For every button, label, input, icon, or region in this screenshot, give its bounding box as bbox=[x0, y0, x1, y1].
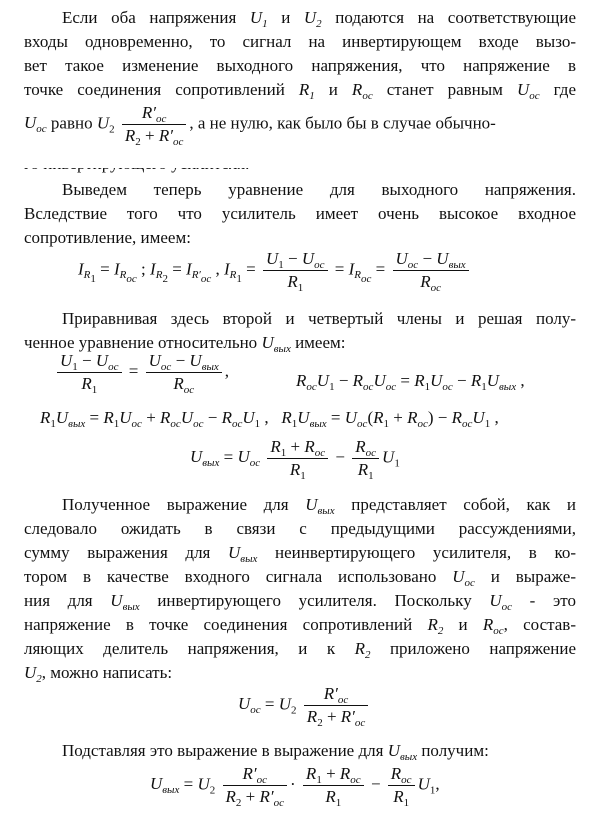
text-line: напряжение в точке соединения сопротивлений $R_2$ и $R_{ос}$, состав- bbox=[24, 615, 576, 637]
equation-2b: $R_{oc}U_1 - R_{oc}U_{oc} = R_1U_{oc} - R_1U_{вых}$ , bbox=[296, 371, 525, 393]
text-line: следовало ожидать в связи с предыдущими рассуждениями, bbox=[24, 519, 576, 538]
text-line: ченное уравнение относительно $U_{вых}$ имеем: bbox=[24, 333, 346, 355]
text-line: Вследствие того что усилитель имеет очень высокое входное bbox=[24, 204, 576, 223]
scan-cut bbox=[24, 160, 576, 168]
text-line: ния для $U_{вых}$ инвертирующего усилителя. Поскольку $U_{ос}$ - это bbox=[24, 591, 577, 613]
text-line: Выведем теперь уравнение для выходного напряжения. bbox=[62, 180, 576, 199]
equation-4: $U_{вых} = U_{oc}$ $\frac{R_1 + R_{oc}}{R_1}$ − $\frac{R_{oc}}{R_1}$ $U_1$ bbox=[190, 437, 400, 482]
equation-3: $R_1U_{вых} = R_1U_{oc} + R_{oc}U_{oc} - R_{oc}U_1$ , $R_1U_{вых} = U_{oc}(R_1 + R_{oc}) - R_{oc}U_1$ , bbox=[40, 408, 499, 430]
text-line: Если оба напряжения $U_1$ и $U_2$ подаются на соответствующие bbox=[62, 8, 577, 30]
equation-2a: $\frac{U_1 - U_{oc}}{R_1}$ = $\frac{U_{oc} - U_{вых}}{R_{oc}}$ , bbox=[54, 350, 229, 395]
text-line: тором в качестве входного сигнала использовано $U_{ос}$ и выраже- bbox=[24, 567, 576, 589]
text-line: ляющих делитель напряжения, и к $R_2$ приложено напряжение bbox=[24, 639, 576, 661]
text-line: вет такое изменение выходного напряжения, что напряжение в bbox=[24, 56, 576, 75]
text-line: сопротивление, имеем: bbox=[24, 228, 191, 247]
equation-1: $I_{R_1} = I_{R_{oc}}$ ; $I_{R_2} = I_{R'_{oc}}$ , $I_{R_1}$ = $\frac{U_1 - U_{oc}}{R_1}$ = $I_{R_{oc}}$ = $\frac{U_{oc} - U_{вых}}{R_{oc}}$ bbox=[78, 248, 472, 293]
text-line: $U_2$, можно написать: bbox=[24, 663, 173, 685]
equation-6: $U_{вых} = U_2$ $\frac{R'_{oc}}{R_2 + R'_{oc}}$ · $\frac{R_1 + R_{oc}}{R_1}$ − $\frac{R_{oc}}{R_1}$ $U_1$, bbox=[150, 764, 440, 809]
text-line: точке соединения сопротивлений $R_1$ и $R_{ос}$ станет равным $U_{ос}$ где bbox=[24, 80, 576, 102]
text-line: Приравнивая здесь второй и четвертый члены и решая полу- bbox=[62, 309, 576, 328]
text-line: сумму выражения для $U_{вых}$ неинвертирующего усилителя, в ко- bbox=[24, 543, 576, 565]
text-line: Полученное выражение для $U_{вых}$ представляет собой, как и bbox=[62, 495, 576, 517]
text-line: Подставляя это выражение в выражение для $U_{вых}$ получим: bbox=[62, 741, 489, 763]
equation-5: $U_{oc} = U_2$ $\frac{R'_{oc}}{R_2 + R'_{oc}}$ bbox=[238, 683, 371, 728]
text-line-with-formula: $U_{ос}$ равно $U_2$ $\frac{R'_{oc}}{R_2 + R'_{oc}}$ , а не нулю, как было бы в случае обычно- bbox=[24, 103, 496, 148]
text-line: входы одновременно, то сигнал на инвертирующем входе вызо- bbox=[24, 32, 576, 51]
